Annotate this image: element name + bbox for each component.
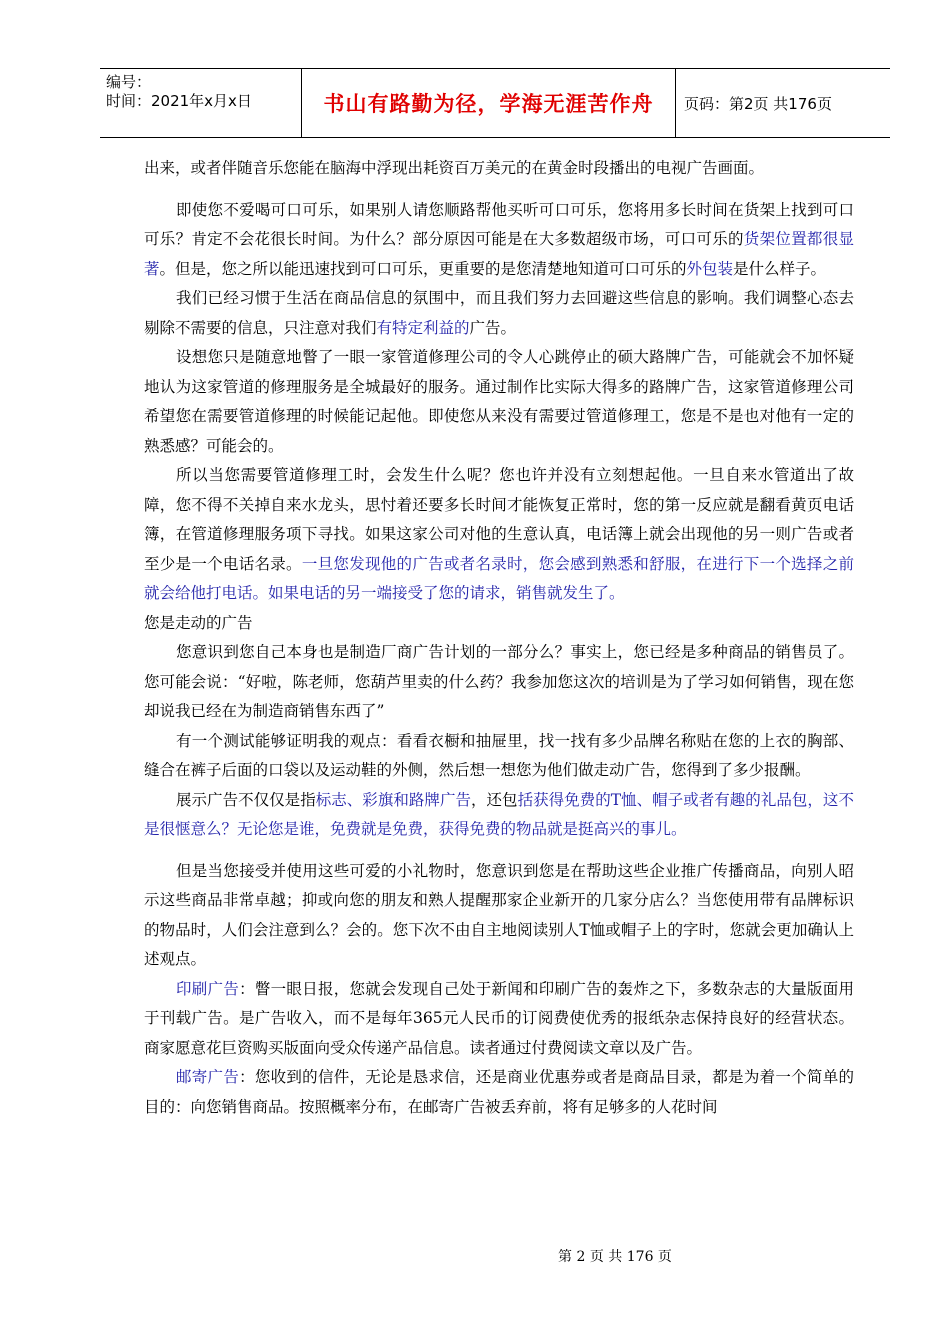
page-header [100, 68, 890, 138]
paragraph-10 [144, 975, 854, 1064]
highlighted-text: 邮寄广告 [176, 1068, 240, 1086]
paragraph-3 [144, 343, 854, 461]
text-run: 所以当您需要管道修理工时，会发生什么呢？您也许并没有立刻想起他。一旦自来水管道出了故障，您不得不关掉自来水龙头，思忖着还要多长时间才能恢复正常时，您的第一反应就是翻看黄页电话簿，在管道修理服务项下寻找。如果这家公司对他的生意认真，电话簿上就会出现他的另一则广告或者至少是一个电话名录。 [144, 466, 854, 573]
paragraph-6 [144, 638, 854, 727]
highlighted-text: 有特定利益的 [376, 318, 470, 337]
text-run: 即使您不爱喝可口可乐，如果别人请您顺路帮他买听可口可乐，您将用多长时间在货架上找到可口可乐？肯定不会花很长时间。为什么？部分原因可能是在大多数超级市场，可口可乐的 [144, 200, 854, 248]
text-run: 设想您只是随意地瞥了一眼一家管道修理公司的令人心跳停止的硕大路牌广告，可能就会不加怀疑地认为这家管道的修理服务是全城最好的服务。通过制作比实际大得多的路牌广告，这家管道修理公司希望您在需要管道修理的时候能记起他。即使您从来没有需要过管道修理工，您是不是也对他有一定的熟悉感？可能会的。 [144, 348, 854, 455]
highlighted-text: 外包装 [686, 259, 734, 278]
text-run: 我们已经习惯于生活在商品信息的氛围中，而且我们努力去回避这些信息的影响。我们调整心态去剔除不需要的信息，只注意对我们 [144, 289, 854, 337]
section-heading [144, 609, 854, 639]
highlighted-text: 货架位置都很显著 [144, 230, 854, 278]
text-run: 您意识到您自己本身也是制造厂商广告计划的一部分么？事实上，您已经是多种商品的销售员了。您可能会说：“好啦，陈老师，您葫芦里卖的什么药？我参加您这次的培训是为了学习如何销售，现在您却说我已经在为制造商销售东西了” [144, 643, 854, 720]
text-run: ：瞥一眼日报，您就会发现自己处于新闻和印刷广告的轰炸之下，多数杂志的大量版面用于刊载广告。是广告收入，而不是每年365元人民币的订阅费使优秀的报纸杂志保持良好的经营状态。商家愿意花巨资购买版面向受众传递产品信息。读者通过付费阅读文章以及广告。 [144, 979, 854, 1057]
paragraph-9 [144, 857, 854, 975]
text-run: ：您收到的信件，无论是恳求信，还是商业优惠券或者是商品目录，都是为着一个简单的目的：向您销售商品。按照概率分布，在邮寄广告被丢弃前，将有足够多的人花时间 [144, 1068, 854, 1116]
paragraph-7 [144, 727, 854, 786]
highlighted-text: 括获得免费的T恤、帽子或者有趣的礼品包，这不是很惬意么？无论您是谁，免费就是免费，获得免费的物品就是挺高兴的事儿。 [144, 790, 854, 838]
text-run: 出来，或者伴随音乐您能在脑海中浮现出耗资百万美元的在黄金时段播出的电视广告画面。 [144, 159, 765, 177]
text-run: 。但是，您之所以能迅速找到可口可乐，更重要的是您清楚地知道可口可乐的 [159, 259, 687, 278]
text-run: 您是走动的广告 [144, 613, 253, 632]
highlighted-text: 一旦您发现他的广告或者名录时，您会感到熟悉和舒服，在进行下一个选择之前就会给他打电话。如果电话的另一端接受了您的请求，销售就发生了。 [144, 554, 854, 602]
header-motto: 书山有路勤为径，学海无涯苦作舟 [302, 69, 676, 137]
paragraph-2 [144, 284, 854, 343]
paragraph-0 [144, 154, 854, 184]
text-run: 展示广告不仅仅是指 [176, 790, 316, 809]
paragraph-8 [144, 786, 854, 845]
paragraph-11 [144, 1063, 854, 1122]
paragraph-1 [144, 196, 854, 285]
text-run: 但是当您接受并使用这些可爱的小礼物时，您意识到您是在帮助这些企业推广传播商品，向别人昭示这些商品非常卓越；抑或向您的朋友和熟人提醒那家企业新开的几家分店么？当您使用带有品牌标识的物品时，人们会注意到么？会的。您下次不由自主地阅读别人T恤或帽子上的字时，您就会更加确认上述观点。 [144, 861, 854, 968]
header-info-cell [100, 69, 302, 137]
text-run: 是什么样子。 [733, 259, 827, 278]
highlighted-text: 印刷广告 [176, 979, 240, 998]
text-run: ，还包 [471, 790, 518, 809]
document-body [144, 154, 854, 1122]
number-label: 编号： [106, 73, 152, 91]
time-label: 时间：2021年x月x日 [106, 92, 252, 110]
header-page-label: 页码：第2页 共176页 [684, 94, 832, 113]
text-run: 有一个测试能够证明我的观点：看看衣橱和抽屉里，找一找有多少品牌名称贴在您的上衣的胸部、缝合在裤子后面的口袋以及运动鞋的外侧，然后想一想您为他们做走动广告，您得到了多少报酬。 [144, 731, 854, 779]
text-run: 广告。 [469, 318, 517, 337]
highlighted-text: 标志、彩旗和路牌广告 [315, 790, 471, 809]
page-footer: 第 2 页 共 176 页 [558, 1249, 672, 1265]
paragraph-4 [144, 461, 854, 609]
